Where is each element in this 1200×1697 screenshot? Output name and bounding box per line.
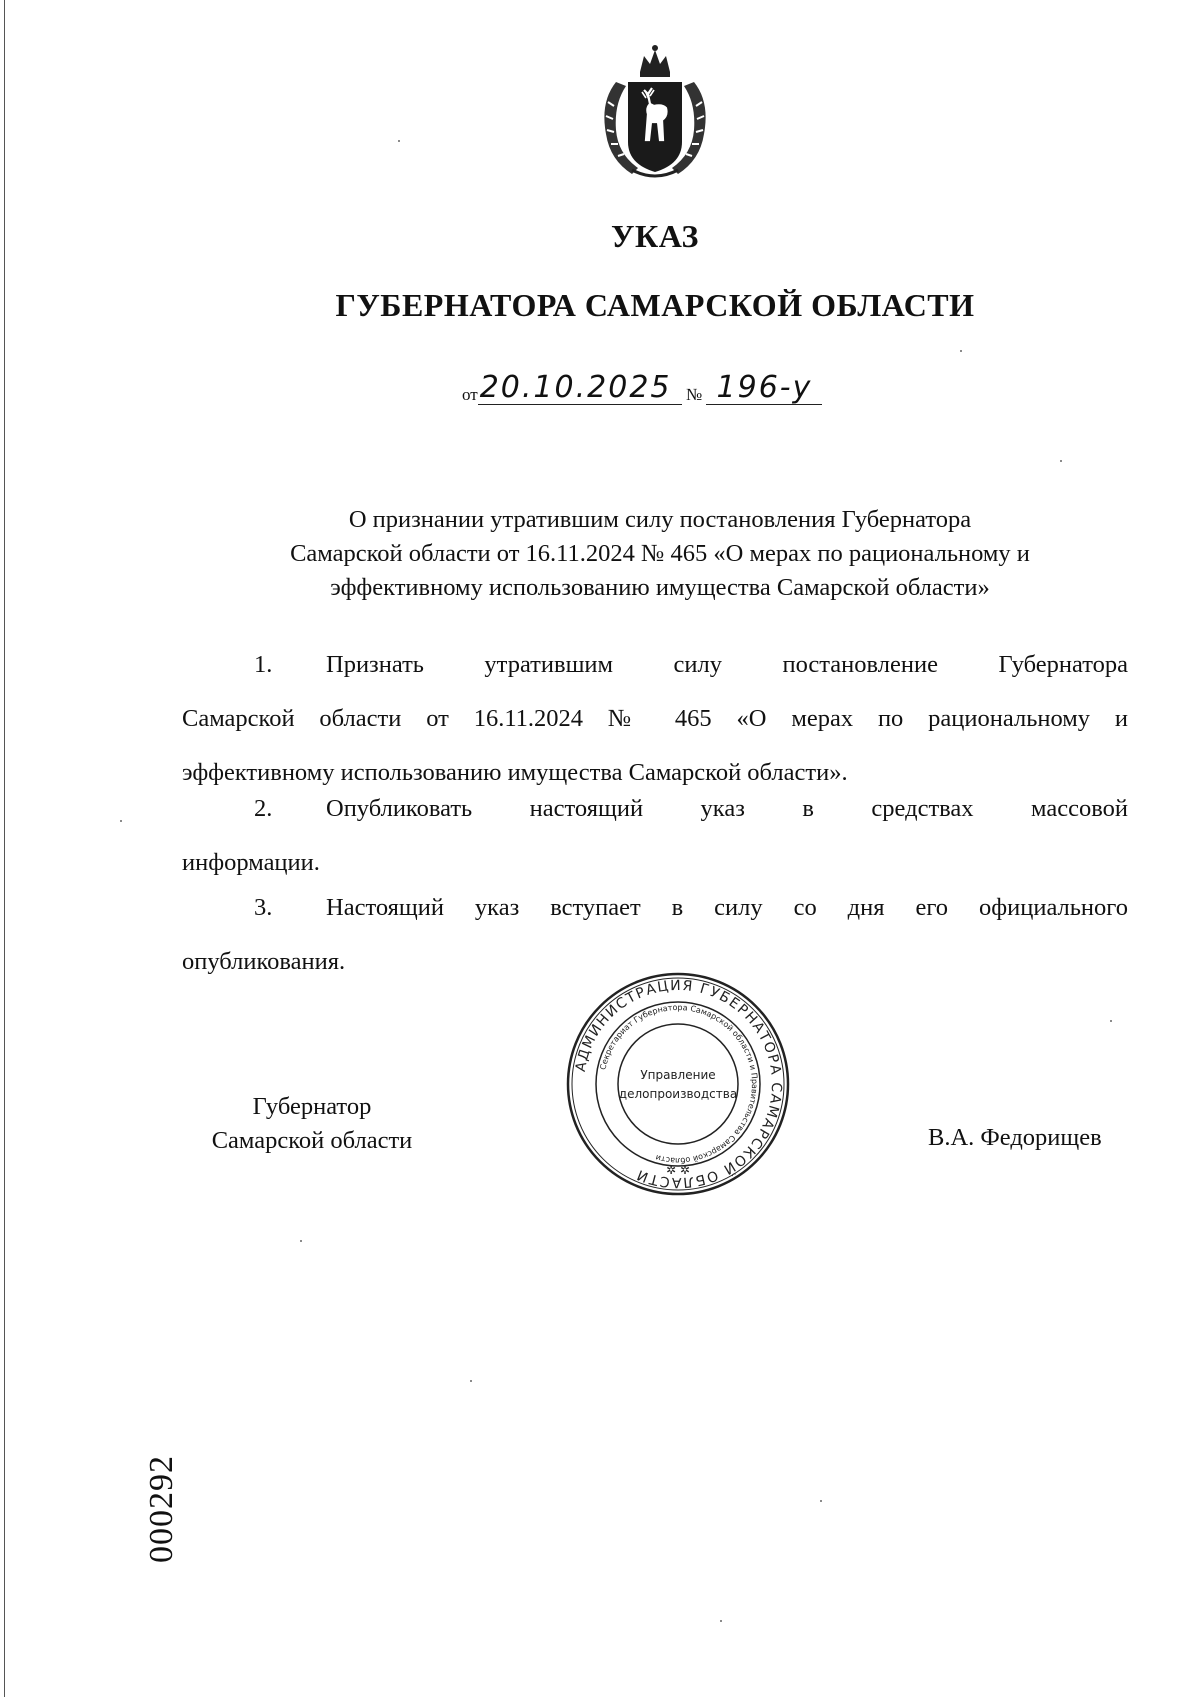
subject-line: эффективному использованию имущества Самарской области» <box>330 574 990 601</box>
signer-title-line: Губернатор <box>252 1093 372 1120</box>
svg-text:Секретариат Губернатора Самарс <box>598 1003 759 1165</box>
official-stamp <box>564 970 792 1198</box>
stamp-center-line: делопроизводства <box>618 1087 738 1101</box>
paragraph-2 <box>182 782 1128 890</box>
samara-coat-of-arms-icon <box>588 42 722 182</box>
scan-speck <box>300 1240 302 1242</box>
signer-title <box>182 1090 442 1158</box>
scan-speck <box>1110 1020 1112 1022</box>
paragraph-number: 1. <box>254 651 273 678</box>
paragraph-line: 1. Признать утратившим силу постановление Губернатора <box>182 638 1128 692</box>
paragraph-line: информации. <box>182 849 320 876</box>
scan-speck <box>1060 460 1062 462</box>
subject-line: Самарской области от 16.11.2024 № 465 «О мерах по рациональному и <box>290 540 1030 567</box>
scan-speck <box>720 1620 722 1622</box>
subject-line: О признании утратившим силу постановления Губернатора <box>348 506 972 533</box>
document-title: УКАЗ <box>611 218 699 254</box>
signer-name: В.А. Федорищев <box>928 1124 1102 1151</box>
document-subject <box>180 503 1140 605</box>
scan-speck <box>470 1380 472 1382</box>
scan-speck <box>120 820 122 822</box>
paragraph-line: опубликования. <box>182 948 346 975</box>
stamp-outer-text: АДМИНИСТРАЦИЯ ГУБЕРНАТОРА САМАРСКОЙ ОБЛАСТИ <box>572 977 785 1191</box>
scan-speck <box>398 140 400 142</box>
paragraph-1 <box>182 638 1128 800</box>
document-issuer: ГУБЕРНАТОРА САМАРСКОЙ ОБЛАСТИ <box>335 287 975 323</box>
date-label: от <box>462 385 478 404</box>
paragraph-number: 3. <box>254 894 273 921</box>
document-serial-number: 000292 <box>143 1455 180 1563</box>
svg-text:✲ ✲: ✲ ✲ <box>666 1163 690 1177</box>
number-label: № <box>685 385 703 404</box>
stamp-center-line: Управление <box>640 1068 716 1082</box>
handwritten-number: 196-у <box>706 372 822 405</box>
date-number-line <box>462 372 822 405</box>
paragraph-line: 2. Опубликовать настоящий указ в средствах массовой <box>182 782 1128 836</box>
scan-speck <box>960 350 962 352</box>
stamp-inner-text: Секретариат Губернатора Самарской области и Правительства Самарской области <box>598 1002 760 1166</box>
paragraph-line: Самарской области от 16.11.2024 № 465 «О мерах по рациональному и <box>182 705 1128 732</box>
paragraph-line: эффективному использованию имущества Самарской области». <box>182 759 848 786</box>
scan-speck <box>820 1500 822 1502</box>
signer-title-line: Самарской области <box>211 1127 413 1154</box>
handwritten-date: 20.10.2025 <box>478 372 682 405</box>
paragraph-line: 3. Настоящий указ вступает в силу со дня его официального <box>182 881 1128 935</box>
paragraph-number: 2. <box>254 795 273 822</box>
